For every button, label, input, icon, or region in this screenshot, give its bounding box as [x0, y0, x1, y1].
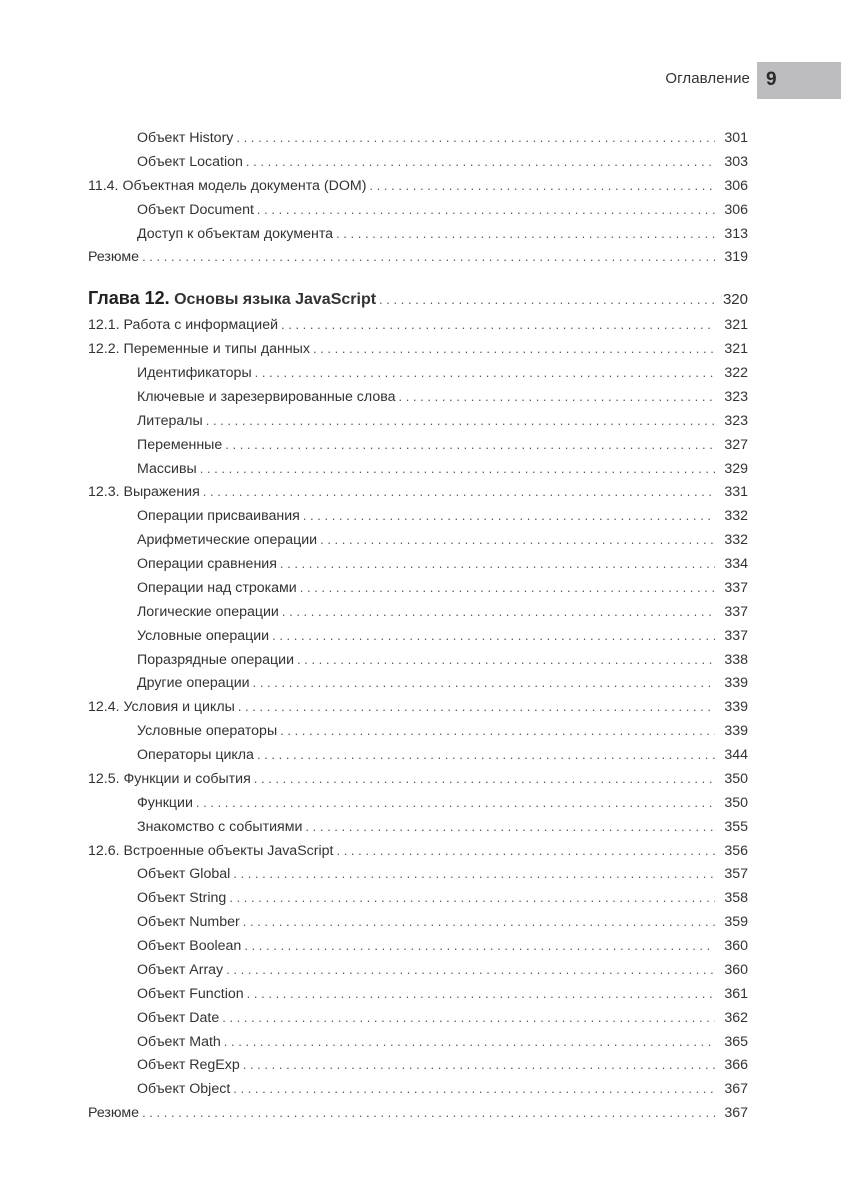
toc-entry-page: 337 [724, 579, 748, 596]
toc-entry-title: Объект Location [137, 153, 243, 170]
toc-entry-page: 322 [724, 365, 748, 381]
toc-subentry[interactable] [88, 600, 748, 624]
toc-subentry[interactable] [88, 934, 748, 958]
toc-entry-title: Доступ к объектам документа [137, 225, 334, 242]
dot-leader [200, 457, 715, 481]
toc-entry-page: 323 [724, 412, 748, 429]
dot-leader [229, 886, 715, 910]
toc-entry-page: 338 [724, 651, 748, 668]
dot-leader [203, 480, 715, 504]
toc-entry-page: 367 [724, 1105, 748, 1122]
toc-entry-page: 332 [724, 532, 748, 549]
toc-subentry[interactable] [88, 624, 748, 648]
dot-leader [243, 910, 715, 934]
toc-subentry[interactable] [88, 361, 748, 385]
toc-entry[interactable] [88, 480, 748, 504]
toc-entry-title: Операции сравнения [137, 556, 277, 572]
toc-entry-page: 301 [724, 130, 748, 146]
toc-entry-page: 332 [724, 508, 748, 525]
dot-leader [257, 198, 715, 222]
toc-entry-page: 358 [724, 890, 748, 907]
toc-entry-page: 321 [724, 317, 748, 334]
table-of-contents [88, 126, 748, 1125]
toc-entry-title: Идентификаторы [137, 365, 252, 381]
toc-section-chapter-12 [88, 313, 748, 1125]
toc-entry-title: Литералы [137, 412, 203, 429]
toc-entry-page: 306 [724, 177, 748, 194]
toc-entry-page: 356 [724, 842, 748, 859]
dot-leader [281, 313, 715, 337]
dot-leader [257, 743, 715, 767]
toc-entry-title: Другие операции [137, 675, 250, 692]
dot-leader [246, 150, 715, 174]
toc-entry-page: 361 [724, 985, 748, 1002]
toc-entry-title: Операции над строками [137, 579, 297, 596]
toc-subentry[interactable] [88, 1077, 748, 1101]
toc-entry[interactable] [88, 245, 748, 269]
toc-entry-title: Объект Global [137, 866, 231, 883]
toc-entry-title: 12.4. Условия и циклы [88, 699, 235, 716]
dot-leader [369, 174, 715, 198]
dot-leader [305, 815, 715, 839]
toc-entry-page: 327 [724, 436, 748, 453]
toc-entry-page: 360 [724, 938, 748, 954]
toc-entry-page: 344 [724, 747, 748, 763]
toc-subentry[interactable] [88, 504, 748, 528]
toc-subentry[interactable] [88, 791, 748, 815]
toc-entry-page: 366 [724, 1057, 748, 1074]
toc-entry-title: 11.4. Объектная модель документа (DOM) [88, 177, 367, 194]
toc-subentry[interactable] [88, 126, 748, 150]
toc-entry-page: 337 [724, 603, 748, 620]
dot-leader [336, 222, 715, 246]
toc-entry-page: 329 [724, 460, 748, 477]
toc-entry-page: 319 [724, 249, 748, 266]
dot-leader [398, 385, 715, 409]
toc-subentry[interactable] [88, 385, 748, 409]
dot-leader [320, 528, 715, 552]
dot-leader [225, 433, 715, 457]
toc-subentry[interactable] [88, 457, 748, 481]
toc-entry-page: 313 [724, 225, 748, 242]
toc-entry-page: 303 [724, 153, 748, 170]
toc-entry-title: Резюме [88, 249, 140, 266]
toc-entry-title: Поразрядные операции [137, 651, 294, 668]
dot-leader [196, 791, 715, 815]
toc-chapter-heading[interactable] [88, 283, 748, 313]
chapter-title [88, 283, 379, 313]
toc-entry[interactable] [88, 337, 748, 361]
toc-subentry[interactable] [88, 528, 748, 552]
dot-leader [244, 934, 715, 958]
toc-entry-title: 12.5. Функции и события [88, 770, 251, 787]
toc-subentry[interactable] [88, 1053, 748, 1077]
toc-entry-title: Объект Boolean [137, 938, 242, 954]
toc-subentry[interactable] [88, 719, 748, 743]
toc-subentry[interactable] [88, 982, 748, 1006]
toc-entry-page: 331 [724, 484, 748, 501]
dot-leader [297, 648, 715, 672]
chapter-name: Основы языка JavaScript [174, 291, 377, 309]
dot-leader [300, 576, 715, 600]
toc-subentry[interactable] [88, 409, 748, 433]
toc-subentry[interactable] [88, 743, 748, 767]
toc-entry-title: Условные операторы [137, 723, 278, 740]
toc-entry-title: Объект Date [137, 1009, 220, 1026]
dot-leader [280, 719, 715, 743]
toc-entry-title: Арифметические операции [137, 532, 318, 549]
toc-entry-title: Объект String [137, 890, 227, 907]
toc-entry-title: Функции [137, 794, 193, 811]
dot-leader [142, 245, 715, 269]
toc-subentry[interactable] [88, 576, 748, 600]
toc-subentry[interactable] [88, 958, 748, 982]
toc-subentry[interactable] [88, 1006, 748, 1030]
toc-entry-page: 357 [724, 866, 748, 883]
toc-section-chapter-11-tail [88, 126, 748, 269]
toc-entry[interactable] [88, 839, 748, 863]
toc-entry-title: Объект History [137, 130, 234, 146]
toc-entry-title: Объект Math [137, 1033, 221, 1050]
toc-entry-page: 334 [724, 556, 748, 572]
dot-leader [236, 126, 715, 150]
dot-leader [247, 982, 715, 1006]
toc-entry-page: 355 [724, 818, 748, 835]
dot-leader [336, 839, 715, 863]
dot-leader [280, 552, 715, 576]
dot-leader [272, 624, 715, 648]
toc-entry-title: Массивы [137, 460, 197, 477]
toc-entry-page: 367 [724, 1081, 748, 1098]
toc-entry-page: 350 [724, 770, 748, 787]
dot-leader [255, 361, 715, 385]
toc-subentry[interactable] [88, 150, 748, 174]
toc-entry-page: 337 [724, 627, 748, 644]
toc-entry-title: Операции присваивания [137, 508, 300, 525]
toc-entry-title: 12.1. Работа с информацией [88, 317, 279, 334]
toc-entry-page: 362 [724, 1009, 748, 1026]
dot-leader [226, 958, 715, 982]
dot-leader [206, 409, 715, 433]
toc-subentry[interactable] [88, 862, 748, 886]
toc-entry-title: 12.2. Переменные и типы данных [88, 341, 310, 358]
chapter-page: 320 [722, 291, 748, 309]
toc-entry[interactable] [88, 767, 748, 791]
toc-subentry[interactable] [88, 222, 748, 246]
toc-subentry[interactable] [88, 433, 748, 457]
dot-leader [142, 1101, 715, 1125]
toc-subentry[interactable] [88, 886, 748, 910]
toc-subentry[interactable] [88, 552, 748, 576]
dot-leader [313, 337, 715, 361]
toc-subentry[interactable] [88, 671, 748, 695]
page-number: 9 [766, 69, 777, 90]
toc-entry-title: Объект Function [137, 985, 244, 1002]
toc-entry-title: Резюме [88, 1105, 140, 1122]
toc-subentry[interactable] [88, 910, 748, 934]
toc-entry-title: Условные операции [137, 627, 270, 644]
toc-entry-title: Операторы цикла [137, 747, 254, 763]
toc-entry-page: 321 [724, 341, 748, 358]
toc-entry-title: Ключевые и зарезервированные слова [137, 388, 396, 405]
toc-entry-page: 306 [724, 201, 748, 218]
toc-subentry[interactable] [88, 815, 748, 839]
toc-subentry[interactable] [88, 648, 748, 672]
dot-leader [233, 1077, 715, 1101]
dot-leader [282, 600, 715, 624]
toc-entry[interactable] [88, 1101, 748, 1125]
toc-entry[interactable] [88, 313, 748, 337]
toc-entry-page: 360 [724, 961, 748, 978]
toc-entry-title: 12.3. Выражения [88, 484, 200, 501]
toc-entry-page: 323 [724, 388, 748, 405]
toc-entry-title: Объект Array [137, 961, 224, 978]
toc-entry[interactable] [88, 174, 748, 198]
toc-entry-page: 365 [724, 1033, 748, 1050]
dot-leader [238, 695, 715, 719]
dot-leader [243, 1053, 715, 1077]
toc-entry-title: Переменные [137, 436, 223, 453]
dot-leader [379, 285, 715, 313]
dot-leader [254, 767, 715, 791]
toc-subentry[interactable] [88, 198, 748, 222]
toc-entry-title: Знакомство с событиями [137, 818, 303, 835]
toc-entry-page: 339 [724, 723, 748, 740]
toc-entry-page: 339 [724, 699, 748, 716]
toc-entry-title: Объект Document [137, 201, 254, 218]
dot-leader [253, 671, 715, 695]
chapter-label: Глава 12. [88, 288, 170, 309]
toc-entry-title: Объект Number [137, 914, 240, 931]
toc-subentry[interactable] [88, 1030, 748, 1054]
toc-entry-title: 12.6. Встроенные объекты JavaScript [88, 842, 334, 859]
page-number-box [757, 62, 841, 99]
toc-entry-page: 359 [724, 914, 748, 931]
dot-leader [222, 1006, 715, 1030]
toc-entry-title: Логические операции [137, 603, 279, 620]
header-section-title: Оглавление [665, 70, 750, 87]
toc-entry[interactable] [88, 695, 748, 719]
dot-leader [224, 1030, 715, 1054]
dot-leader [233, 862, 715, 886]
dot-leader [303, 504, 715, 528]
toc-entry-page: 339 [724, 675, 748, 692]
toc-entry-title: Объект Object [137, 1081, 231, 1098]
toc-entry-title: Объект RegExp [137, 1057, 240, 1074]
toc-entry-page: 350 [724, 794, 748, 811]
